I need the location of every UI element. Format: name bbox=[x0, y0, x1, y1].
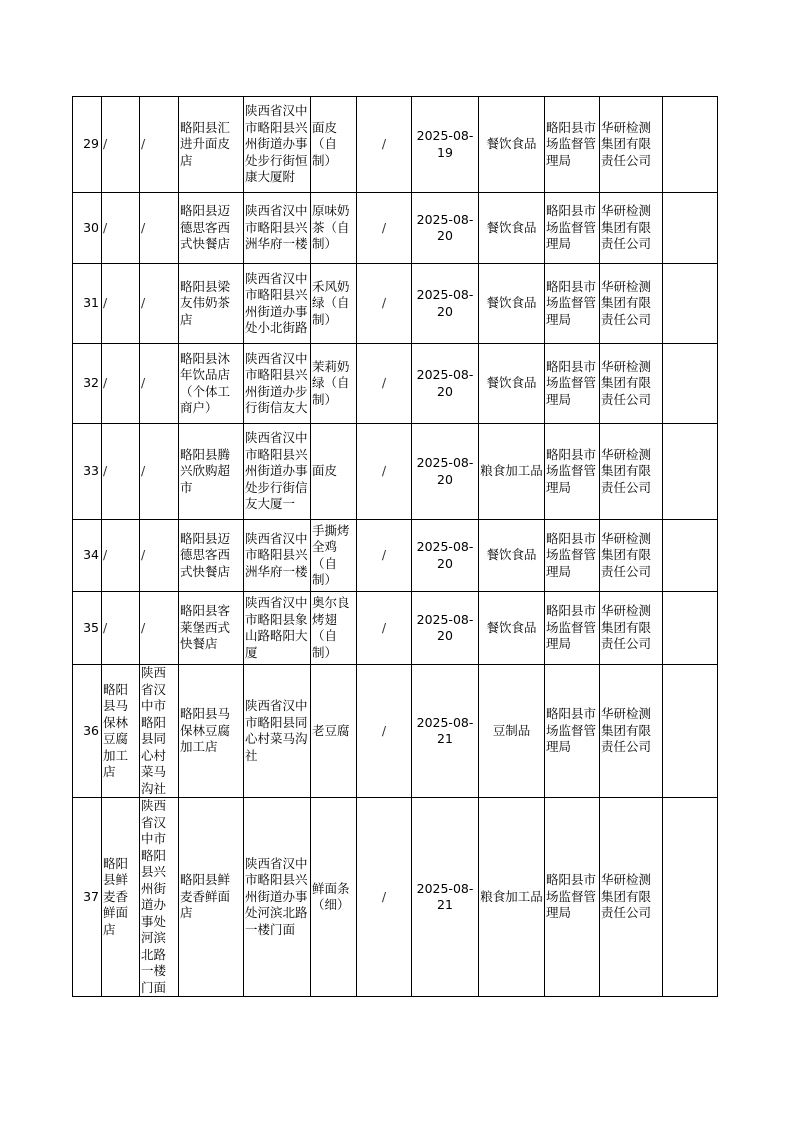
inspection-table bbox=[72, 96, 718, 997]
sample-date: 2025-08-20 bbox=[412, 520, 479, 592]
table-row bbox=[73, 798, 718, 997]
store-address: 陕西省汉中市略阳县兴州街道办事处河滨北路一楼门面 bbox=[244, 798, 311, 997]
agency: 略阳县市场监督管理局 bbox=[545, 592, 600, 665]
table-row bbox=[73, 520, 718, 592]
sample-date: 2025-08-21 bbox=[412, 798, 479, 997]
lab: 华研检测集团有限责任公司 bbox=[600, 344, 663, 424]
store-address: 陕西省汉中市略阳县象山路略阳大厦 bbox=[244, 592, 311, 665]
row-number: 31 bbox=[73, 264, 102, 344]
row-number: 30 bbox=[73, 193, 102, 264]
producer-address: / bbox=[140, 520, 179, 592]
spec: / bbox=[357, 520, 412, 592]
agency: 略阳县市场监督管理局 bbox=[545, 665, 600, 798]
store-address: 陕西省汉中市略阳县兴洲华府一楼 bbox=[244, 520, 311, 592]
store-name: 略阳县马保林豆腐加工店 bbox=[179, 665, 244, 798]
row-number: 32 bbox=[73, 344, 102, 424]
store-name: 略阳县沐年饮品店（个体工商户） bbox=[179, 344, 244, 424]
row-number: 36 bbox=[73, 665, 102, 798]
store-name: 略阳县迈德思客西式快餐店 bbox=[179, 520, 244, 592]
sample-date: 2025-08-20 bbox=[412, 592, 479, 665]
lab: 华研检测集团有限责任公司 bbox=[600, 264, 663, 344]
empty-cell bbox=[663, 193, 718, 264]
table-row bbox=[73, 424, 718, 520]
spec: / bbox=[357, 264, 412, 344]
table-row bbox=[73, 344, 718, 424]
agency: 略阳县市场监督管理局 bbox=[545, 264, 600, 344]
spec: / bbox=[357, 97, 412, 193]
food-category: 餐饮食品 bbox=[479, 344, 545, 424]
product-name: 老豆腐 bbox=[311, 665, 357, 798]
spec: / bbox=[357, 424, 412, 520]
agency: 略阳县市场监督管理局 bbox=[545, 97, 600, 193]
producer-name: / bbox=[102, 520, 140, 592]
store-address: 陕西省汉中市略阳县兴州街道办事处小北街路 bbox=[244, 264, 311, 344]
lab: 华研检测集团有限责任公司 bbox=[600, 193, 663, 264]
sample-date: 2025-08-19 bbox=[412, 97, 479, 193]
producer-name: / bbox=[102, 97, 140, 193]
empty-cell bbox=[663, 665, 718, 798]
table-row bbox=[73, 264, 718, 344]
producer-address: / bbox=[140, 97, 179, 193]
producer-address: / bbox=[140, 592, 179, 665]
producer-name: / bbox=[102, 424, 140, 520]
product-name: 原味奶茶（自制） bbox=[311, 193, 357, 264]
producer-name: / bbox=[102, 592, 140, 665]
empty-cell bbox=[663, 520, 718, 592]
agency: 略阳县市场监督管理局 bbox=[545, 193, 600, 264]
empty-cell bbox=[663, 97, 718, 193]
spec: / bbox=[357, 592, 412, 665]
food-category: 豆制品 bbox=[479, 665, 545, 798]
table-row bbox=[73, 193, 718, 264]
spec: / bbox=[357, 344, 412, 424]
sample-date: 2025-08-20 bbox=[412, 264, 479, 344]
store-name: 略阳县腾兴欣购超市 bbox=[179, 424, 244, 520]
spec: / bbox=[357, 665, 412, 798]
producer-address: / bbox=[140, 264, 179, 344]
producer-name: / bbox=[102, 264, 140, 344]
row-number: 37 bbox=[73, 798, 102, 997]
sample-date: 2025-08-21 bbox=[412, 665, 479, 798]
store-name: 略阳县客莱堡西式快餐店 bbox=[179, 592, 244, 665]
store-address: 陕西省汉中市略阳县兴州街道办事处步行街信友大厦一 bbox=[244, 424, 311, 520]
food-category: 餐饮食品 bbox=[479, 193, 545, 264]
store-address: 陕西省汉中市略阳县兴州街道办事处步行街恒康大厦附 bbox=[244, 97, 311, 193]
agency: 略阳县市场监督管理局 bbox=[545, 520, 600, 592]
lab: 华研检测集团有限责任公司 bbox=[600, 592, 663, 665]
store-name: 略阳县梁友伟奶茶店 bbox=[179, 264, 244, 344]
agency: 略阳县市场监督管理局 bbox=[545, 424, 600, 520]
table-row bbox=[73, 665, 718, 798]
product-name: 面皮 bbox=[311, 424, 357, 520]
empty-cell bbox=[663, 798, 718, 997]
row-number: 33 bbox=[73, 424, 102, 520]
food-category: 餐饮食品 bbox=[479, 97, 545, 193]
sample-date: 2025-08-20 bbox=[412, 193, 479, 264]
empty-cell bbox=[663, 424, 718, 520]
row-number: 35 bbox=[73, 592, 102, 665]
lab: 华研检测集团有限责任公司 bbox=[600, 665, 663, 798]
producer-address: / bbox=[140, 424, 179, 520]
store-name: 略阳县汇进升面皮店 bbox=[179, 97, 244, 193]
spec: / bbox=[357, 798, 412, 997]
store-name: 略阳县鲜麦香鲜面店 bbox=[179, 798, 244, 997]
product-name: 面皮（自制） bbox=[311, 97, 357, 193]
lab: 华研检测集团有限责任公司 bbox=[600, 520, 663, 592]
spec: / bbox=[357, 193, 412, 264]
agency: 略阳县市场监督管理局 bbox=[545, 344, 600, 424]
sample-date: 2025-08-20 bbox=[412, 344, 479, 424]
lab: 华研检测集团有限责任公司 bbox=[600, 97, 663, 193]
producer-name: 略阳县马保林豆腐加工店 bbox=[102, 665, 140, 798]
table-row bbox=[73, 97, 718, 193]
producer-address: / bbox=[140, 193, 179, 264]
lab: 华研检测集团有限责任公司 bbox=[600, 424, 663, 520]
producer-address: 陕西省汉中市略阳县同心村菜马沟社 bbox=[140, 665, 179, 798]
food-category: 餐饮食品 bbox=[479, 592, 545, 665]
product-name: 手撕烤全鸡（自制） bbox=[311, 520, 357, 592]
producer-address: / bbox=[140, 344, 179, 424]
food-category: 粮食加工品 bbox=[479, 424, 545, 520]
product-name: 奥尔良烤翅（自制） bbox=[311, 592, 357, 665]
empty-cell bbox=[663, 592, 718, 665]
producer-address: 陕西省汉中市略阳县兴州街道办事处河滨北路一楼门面 bbox=[140, 798, 179, 997]
row-number: 29 bbox=[73, 97, 102, 193]
producer-name: 略阳县鲜麦香鲜面店 bbox=[102, 798, 140, 997]
store-address: 陕西省汉中市略阳县兴洲华府一楼 bbox=[244, 193, 311, 264]
producer-name: / bbox=[102, 344, 140, 424]
sample-date: 2025-08-20 bbox=[412, 424, 479, 520]
product-name: 禾风奶绿（自制） bbox=[311, 264, 357, 344]
product-name: 鲜面条（细） bbox=[311, 798, 357, 997]
row-number: 34 bbox=[73, 520, 102, 592]
lab: 华研检测集团有限责任公司 bbox=[600, 798, 663, 997]
store-address: 陕西省汉中市略阳县兴州街道办步行街信友大 bbox=[244, 344, 311, 424]
food-category: 餐饮食品 bbox=[479, 520, 545, 592]
producer-name: / bbox=[102, 193, 140, 264]
food-category: 粮食加工品 bbox=[479, 798, 545, 997]
empty-cell bbox=[663, 344, 718, 424]
agency: 略阳县市场监督管理局 bbox=[545, 798, 600, 997]
store-name: 略阳县迈德思客西式快餐店 bbox=[179, 193, 244, 264]
food-category: 餐饮食品 bbox=[479, 264, 545, 344]
inspection-table-sheet bbox=[72, 96, 717, 997]
table-row bbox=[73, 592, 718, 665]
empty-cell bbox=[663, 264, 718, 344]
product-name: 茉莉奶绿（自制） bbox=[311, 344, 357, 424]
store-address: 陕西省汉中市略阳县同心村菜马沟社 bbox=[244, 665, 311, 798]
